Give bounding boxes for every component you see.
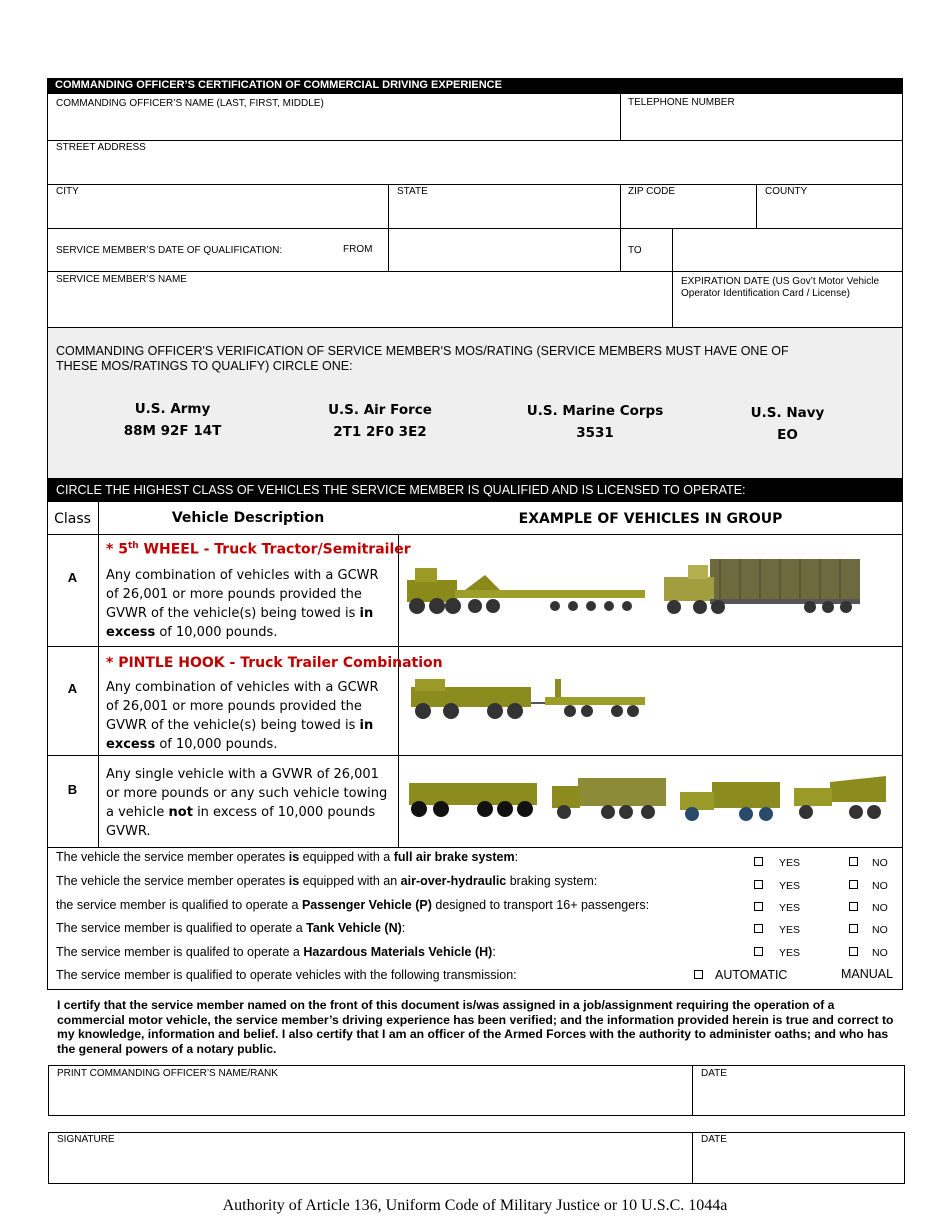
question-passenger-vehicle: the service member is qualified to operate a Passenger Vehicle (P) designed to transport 16+ passengers:: [56, 898, 650, 912]
class-a-fifth-wheel[interactable]: A: [67, 570, 78, 585]
pintle-hook-title: * PINTLE HOOK - Truck Trailer Combination: [106, 655, 443, 671]
hazmat-yes-checkbox[interactable]: YES: [754, 943, 800, 961]
tanker-illustration: [405, 775, 540, 820]
question-air-brake: The vehicle the service member operates is equipped with a full air brake system:: [56, 850, 519, 864]
telephone-field[interactable]: TELEPHONE NUMBER: [628, 97, 735, 108]
tank-no-checkbox[interactable]: NO: [849, 920, 888, 938]
street-field[interactable]: STREET ADDRESS: [56, 142, 146, 153]
signature-date-field[interactable]: DATE: [701, 1134, 727, 1145]
question-transmission: The service member is qualified to operate vehicles with the following transmission:: [56, 968, 517, 982]
class-b-description: Any single vehicle with a GVWR of 26,001 or more pounds or any such vehicle towing a vehicle not in excess of 10,000 pounds GVWR.: [106, 767, 388, 839]
zip-field[interactable]: ZIP CODE: [628, 186, 676, 197]
signature-field[interactable]: SIGNATURE: [57, 1134, 115, 1145]
air-brake-yes-checkbox[interactable]: YES: [754, 853, 800, 871]
tank-yes-checkbox[interactable]: YES: [754, 920, 800, 938]
service-army[interactable]: U.S. Army 88M 92F 14T: [123, 401, 222, 439]
hydraulic-yes-checkbox[interactable]: YES: [754, 876, 800, 894]
column-example-vehicles: EXAMPLE OF VEHICLES IN GROUP: [518, 511, 783, 527]
question-air-over-hydraulic: The vehicle the service member operates is equipped with an air-over-hydraulic braking system:: [56, 874, 598, 888]
expiration-date-field[interactable]: EXPIRATION DATE (US Gov’t Motor Vehicle Operator Identification Card / License): [681, 276, 880, 299]
hazmat-no-checkbox[interactable]: NO: [849, 943, 888, 961]
air-brake-no-checkbox[interactable]: NO: [849, 853, 888, 871]
county-field[interactable]: COUNTY: [765, 186, 808, 197]
class-section-header: CIRCLE THE HIGHEST CLASS OF VEHICLES THE SERVICE MEMBER IS QUALIFIED AND IS LICENSED TO OPERATE:: [47, 478, 903, 502]
cargo-truck-illustration: [548, 774, 668, 822]
signature-box: [48, 1132, 905, 1184]
verification-text: COMMANDING OFFICER'S VERIFICATION OF SERVICE MEMBER'S MOS/RATING (SERVICE MEMBERS MUST HAVE ONE OF THESE MOS/RATINGS TO QUALIFY) CIRCLE ONE:: [56, 344, 789, 373]
manual-option[interactable]: MANUAL: [841, 967, 894, 981]
print-date-field[interactable]: DATE: [701, 1068, 727, 1079]
from-label: FROM: [343, 244, 373, 255]
form-title: COMMANDING OFFICER’S CERTIFICATION OF COMMERCIAL DRIVING EXPERIENCE: [47, 78, 903, 94]
service-marine-corps[interactable]: U.S. Marine Corps 3531: [526, 403, 664, 441]
passenger-no-checkbox[interactable]: NO: [849, 898, 888, 916]
column-vehicle-description: Vehicle Description: [171, 510, 325, 526]
state-field[interactable]: STATE: [397, 186, 428, 197]
box-truck-illustration: [676, 776, 784, 822]
question-hazmat-vehicle: The service member is qualifed to operate a Hazardous Materials Vehicle (H):: [56, 945, 496, 959]
city-field[interactable]: CITY: [56, 186, 79, 197]
to-label: TO: [628, 245, 642, 256]
column-class: Class: [54, 511, 91, 527]
tractor-container-illustration: [660, 555, 865, 620]
tractor-lowboy-illustration: [405, 560, 650, 620]
certification-statement: I certify that the service member named on the front of this document is/was assigned in a job/assignment requiring the operation of a commercial motor vehicle, the service member’s driving experience has been verified; and the information provided herein is true and correct to my knowledge, information and belief. I also certify that I am an officer of the Armed Forces with the authority to administer oaths; and who has the general powers of a notary public.: [57, 998, 894, 1056]
pintle-hook-description: Any combination of vehicles with a GCWR of 26,001 or more pounds provided the GVWR of the vehicle(s) being towed is in excess of 10,000 pounds.: [106, 680, 379, 752]
fifth-wheel-title: * 5th WHEEL - Truck Tractor/Semitrailer: [106, 541, 411, 558]
class-b[interactable]: B: [67, 782, 78, 797]
authority-footer: Authority of Article 136, Uniform Code of Military Justice or 10 U.S.C. 1044a: [222, 1197, 728, 1214]
print-name-field[interactable]: PRINT COMMANDING OFFICER’S NAME/RANK: [57, 1068, 278, 1079]
passenger-yes-checkbox[interactable]: YES: [754, 898, 800, 916]
class-a-pintle-hook[interactable]: A: [67, 681, 78, 696]
truck-trailer-illustration: [405, 675, 650, 725]
dump-truck-illustration: [790, 772, 890, 822]
fifth-wheel-description: Any combination of vehicles with a GCWR of 26,001 or more pounds provided the GVWR of the vehicle(s) being towed is in excess of 10,000 pounds.: [106, 568, 379, 640]
hydraulic-no-checkbox[interactable]: NO: [849, 876, 888, 894]
service-air-force[interactable]: U.S. Air Force 2T1 2F0 3E2: [328, 402, 432, 440]
member-name-field[interactable]: SERVICE MEMBER’S NAME: [56, 274, 187, 285]
service-navy[interactable]: U.S. Navy EO: [750, 405, 825, 443]
automatic-checkbox[interactable]: AUTOMATIC: [694, 966, 787, 984]
question-tank-vehicle: The service member is qualified to operate a Tank Vehicle (N):: [56, 921, 406, 935]
qualification-date-label: SERVICE MEMBER’S DATE OF QUALIFICATION:: [56, 245, 283, 256]
co-name-field[interactable]: COMMANDING OFFICER’S NAME (LAST, FIRST, MIDDLE): [56, 98, 324, 109]
